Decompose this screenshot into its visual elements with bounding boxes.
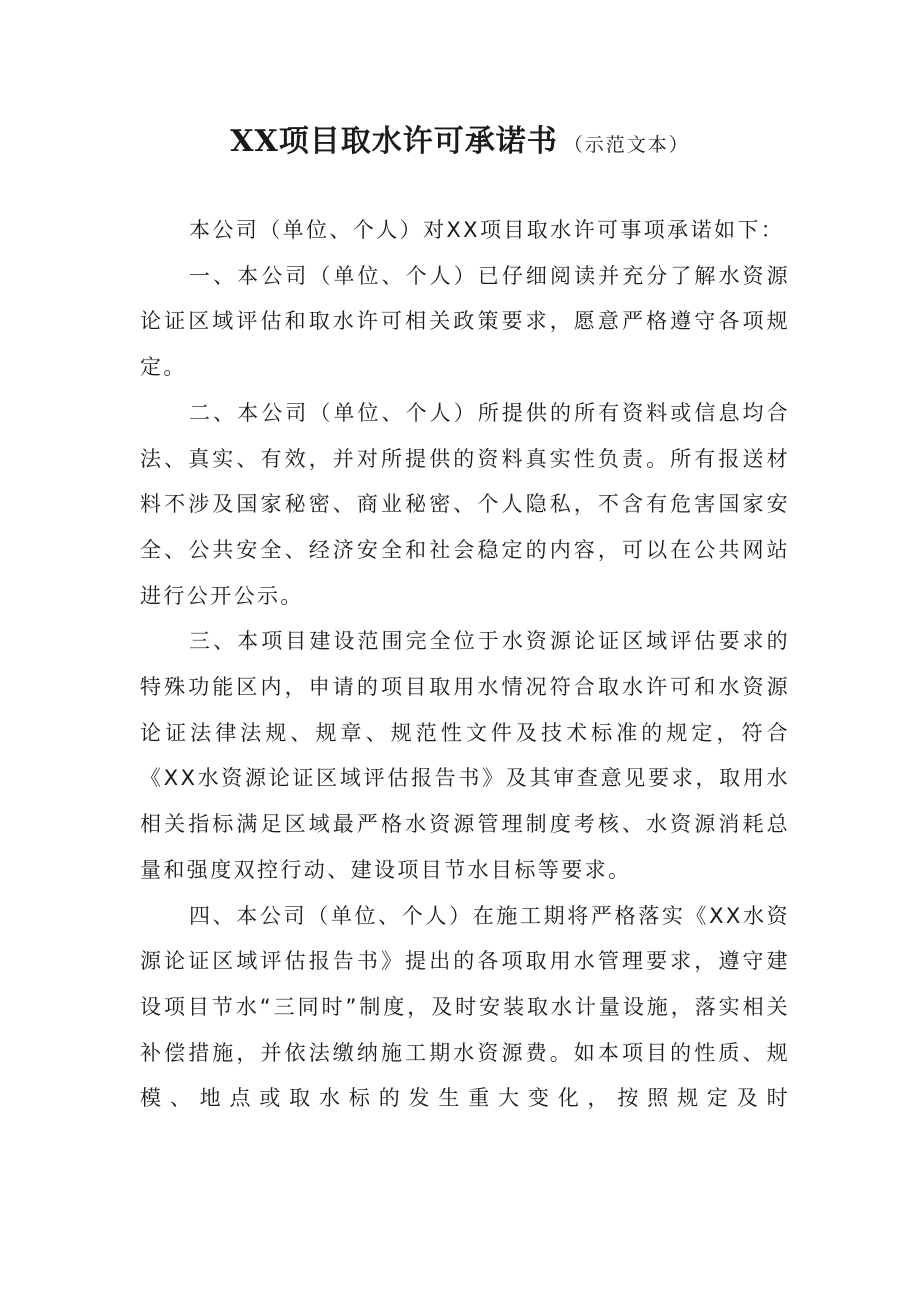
paragraph-item-4: 四、本公司（单位、个人）在施工期将严格落实《XX水资源论证区域评估报告书》提出的各项取用水管理要求，遵守建设项目节水“三同时”制度，及时安装取水计量设施，落实相关补偿措施，并依法缴纳施工期水资源费。如本项目的性质、规模、地点或取水标的发生重大变化，按照规定及时 [140, 903, 790, 1111]
paragraph-item-1: 一、本公司（单位、个人）已仔细阅读并充分了解水资源论证区域评估和取水许可相关政策要求，愿意严格遵守各项规定。 [140, 263, 790, 380]
document-body [140, 208, 790, 1122]
document-title [0, 118, 920, 170]
title-main: XX项目取水许可承诺书 [230, 124, 558, 159]
paragraph-item-2: 二、本公司（单位、个人）所提供的所有资料或信息均合法、真实、有效，并对所提供的资料真实性负责。所有报送材料不涉及国家秘密、商业秘密、个人隐私，不含有危害国家安全、公共安全、经济安全和社会稳定的内容，可以在公共网站进行公开公示。 [140, 400, 790, 608]
title-note: （示范文本） [563, 134, 690, 156]
paragraph-item-3: 三、本项目建设范围完全位于水资源论证区域评估要求的特殊功能区内，申请的项目取用水情况符合取水许可和水资源论证法律法规、规章、规范性文件及技术标准的规定，符合《XX水资源论证区域评估报告书》及其审查意见要求，取用水相关指标满足区域最严格水资源管理制度考核、水资源消耗总量和强度双控行动、建设项目节水目标等要求。 [140, 629, 790, 882]
paragraph-intro: 本公司（单位、个人）对XX项目取水许可事项承诺如下： [189, 218, 785, 242]
